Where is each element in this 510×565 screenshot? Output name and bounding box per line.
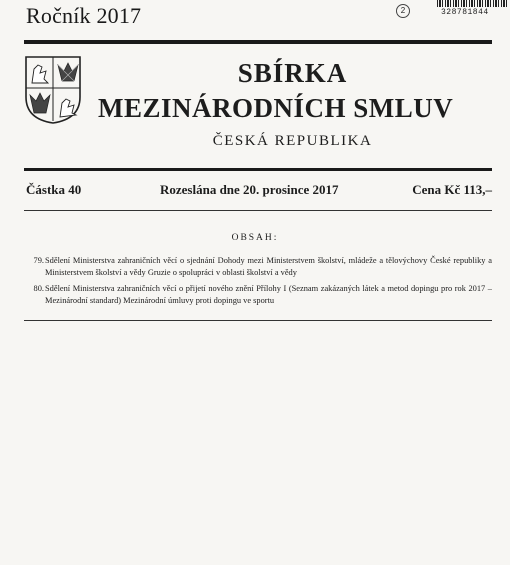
item-text: Sdělení Ministerstva zahraničních věcí o přijetí nového znění Přílohy I (Seznam zakázaných látek a metod dopingu pro rok 2017 – Mezinárodní standard) Mezinárodní úmluvy proti dopingu ve sportu (45, 284, 492, 305)
subtitle: ČESKÁ REPUBLIKA (212, 133, 373, 149)
item-text: Sdělení Ministerstva zahraničních věcí o sjednání Dohody mezi Ministerstvem školství, mládeže a tělovýchovy České republiky a Ministerstvem školství a vědy Gruzie o spolupráci v oblasti školství a vědy (45, 256, 492, 277)
year-label: Ročník 2017 (26, 3, 142, 28)
issue-price: Cena Kč 113,– (412, 182, 492, 197)
issue-rule (24, 210, 492, 211)
contents-bottom-rule (24, 320, 492, 321)
issue-distributed-date: Rozeslána dne 20. prosince 2017 (160, 182, 339, 197)
issue-part: Částka 40 (26, 182, 82, 197)
item-number: 80. (33, 284, 44, 293)
top-rule (24, 40, 492, 44)
contents-heading: OBSAH: (231, 233, 279, 243)
circled-mark: 2 (396, 4, 410, 18)
masthead-rule (24, 168, 492, 171)
title-line-2: MEZINÁRODNÍCH SMLUV (98, 93, 454, 123)
barcode-number: 328781844 (441, 8, 489, 17)
title-line-1: SBÍRKA (237, 58, 348, 88)
barcode (437, 0, 507, 7)
item-number: 79. (33, 256, 44, 265)
